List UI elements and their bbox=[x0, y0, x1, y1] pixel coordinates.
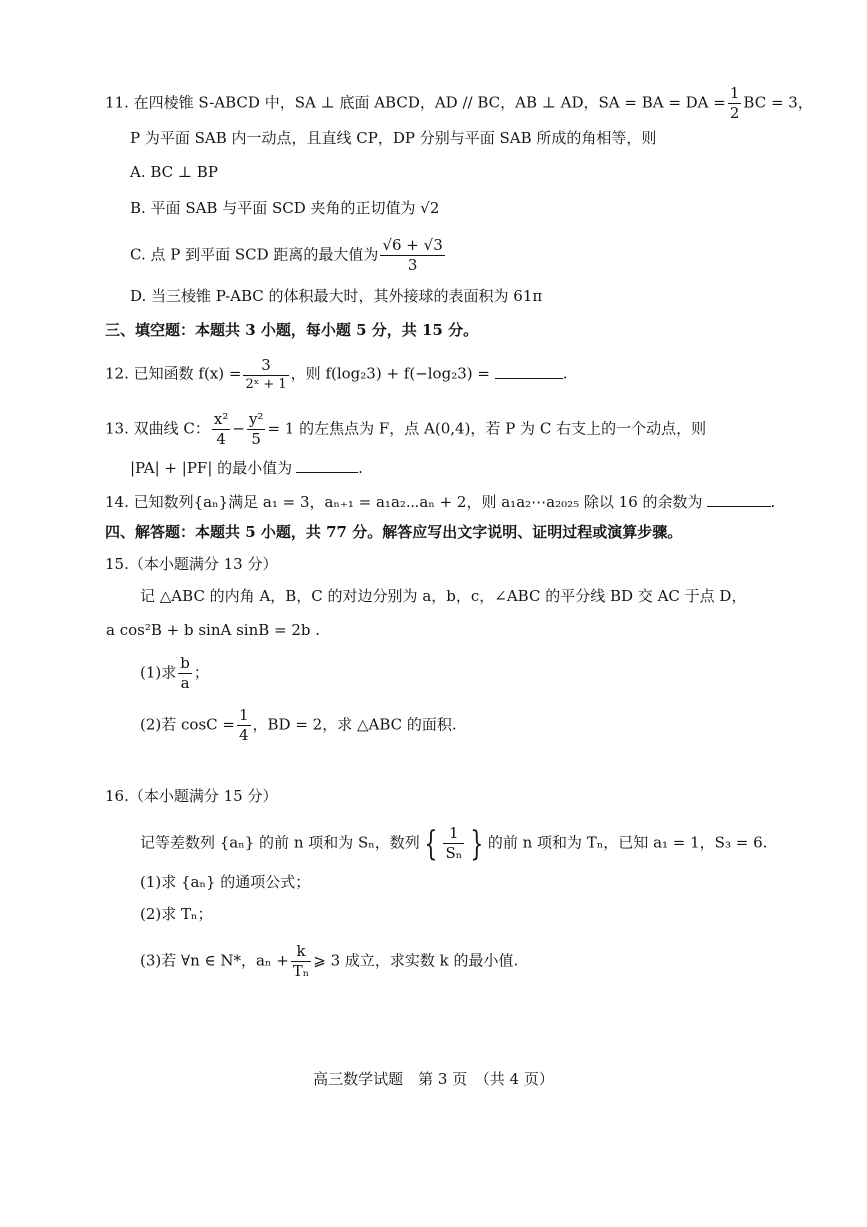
q14-answer-blank[interactable] bbox=[707, 492, 771, 507]
q11-option-c bbox=[130, 238, 447, 273]
q15-part1-text: (1)求 bbox=[140, 663, 177, 682]
q11-stem-tail: BC = 3， bbox=[743, 93, 813, 112]
q11-line2: P 为平面 SAB 内一动点，且直线 CP，DP 分别与平面 SAB 所成的角相等，则 bbox=[130, 129, 657, 147]
q15-part2-fraction bbox=[237, 708, 251, 743]
q13-tail: = 1 的左焦点为 F，点 A(0,4)，若 P 为 C 右支上的一个动点，则 bbox=[267, 419, 707, 438]
q15-part1 bbox=[140, 656, 209, 691]
q15-part2-num: 1 bbox=[238, 706, 249, 724]
q15-part1-fraction bbox=[178, 656, 192, 691]
q12-den: 2ˣ + 1 bbox=[245, 377, 287, 392]
q12-period: . bbox=[562, 364, 568, 383]
q11-option-c-num: √6 + √3 bbox=[382, 236, 443, 254]
q16-right-brace: } bbox=[470, 823, 484, 864]
q11-half-fraction bbox=[728, 86, 742, 121]
q11-stem bbox=[105, 86, 813, 121]
q13 bbox=[105, 412, 706, 447]
q16-left-brace: { bbox=[424, 823, 438, 864]
section-4-heading: 四、解答题：本题共 5 小题，共 77 分。解答应写出文字说明、证明过程或演算步骤。 bbox=[105, 523, 683, 541]
q16-s-fraction bbox=[443, 826, 464, 861]
q13-line2-text: |PA| + |PF| 的最小值为 bbox=[130, 459, 293, 477]
q15-heading: 15.（本小题满分 13 分） bbox=[105, 555, 278, 573]
q13-answer-blank[interactable] bbox=[296, 458, 358, 473]
q15-part2-text: (2)若 cosC = bbox=[140, 715, 235, 734]
q11-option-c-den: 3 bbox=[407, 256, 418, 274]
q14-text: 14. 已知数列{aₙ}满足 a₁ = 3，aₙ₊₁ = a₁a₂⋯aₙ + 2，则 a₁a₂⋯a₂₀₂₅ 除以 16 的余数为 bbox=[105, 493, 703, 511]
section-3-heading: 三、填空题：本题共 3 小题，每小题 5 分，共 15 分。 bbox=[105, 321, 479, 339]
q14 bbox=[105, 492, 775, 512]
q15-part1-den: a bbox=[180, 674, 190, 692]
q12-text: 12. 已知函数 f(x) = bbox=[105, 364, 242, 383]
q11-stem-text: 11. 在四棱锥 S-ABCD 中，SA ⊥ 底面 ABCD，AD // BC，AB ⊥ AD，SA = BA = DA = bbox=[105, 93, 726, 112]
q13-minus: − bbox=[232, 419, 245, 438]
q16-part3-tail: ⩾ 3 成立，求实数 k 的最小值. bbox=[313, 951, 519, 970]
q16-line1-tail: 的前 n 项和为 Tₙ，已知 a₁ = 1，S₃ = 6. bbox=[487, 833, 768, 852]
q11-option-b: B. 平面 SAB 与平面 SCD 夹角的正切值为 √2 bbox=[130, 199, 440, 217]
q16-part3-den: Tₙ bbox=[292, 962, 310, 980]
q16-part3-text: (3)若 ∀n ∈ N*，aₙ + bbox=[140, 951, 289, 970]
q15-part2 bbox=[140, 708, 457, 743]
q13-x-fraction bbox=[212, 412, 230, 447]
q13-x-den: 4 bbox=[216, 430, 226, 448]
q16-part3-num: k bbox=[291, 944, 312, 962]
q16-part3-fraction bbox=[291, 944, 312, 979]
q14-period: . bbox=[770, 493, 776, 511]
q13-y-num: y² bbox=[248, 410, 264, 428]
q16-part2: (2)求 Tₙ； bbox=[140, 905, 213, 923]
q13-x-num: x² bbox=[213, 410, 229, 428]
q15-part1-tail: ； bbox=[193, 663, 209, 682]
q15-line1: 记 △ABC 的内角 A，B，C 的对边分别为 a，b，c，∠ABC 的平分线 BD 交 AC 于点 D， bbox=[140, 587, 747, 605]
q13-text: 13. 双曲线 C： bbox=[105, 419, 210, 438]
q12 bbox=[105, 358, 568, 391]
q13-line2 bbox=[130, 458, 363, 478]
q15-part1-num: b bbox=[180, 654, 190, 672]
q11-option-c-text: C. 点 P 到平面 SCD 距离的最大值为 bbox=[130, 245, 379, 264]
q16-s-num: 1 bbox=[443, 826, 464, 844]
q16-line1-text: 记等差数列 {aₙ} 的前 n 项和为 Sₙ，数列 bbox=[140, 833, 420, 852]
q11-half-den: 2 bbox=[729, 104, 740, 122]
q15-line2: a cos²B + b sinA sinB = 2b . bbox=[106, 621, 321, 639]
q11-half-num: 1 bbox=[729, 84, 740, 102]
q13-y-den: 5 bbox=[251, 430, 261, 448]
q13-period: . bbox=[358, 459, 363, 477]
q16-part3 bbox=[140, 944, 518, 979]
q12-fraction bbox=[243, 358, 288, 391]
q16-heading: 16.（本小题满分 15 分） bbox=[105, 787, 278, 805]
q16-part1: (1)求 {aₙ} 的通项公式； bbox=[140, 873, 311, 891]
q13-y-fraction bbox=[247, 412, 266, 447]
page-footer: 高三数学试题 第 3 页 （共 4 页） bbox=[313, 1070, 554, 1088]
q15-part2-tail: ，BD = 2，求 △ABC 的面积. bbox=[252, 715, 457, 734]
q15-part2-den: 4 bbox=[238, 726, 249, 744]
q12-answer-blank[interactable] bbox=[495, 364, 563, 379]
q12-tail: ，则 f(log₂3) + f(−log₂3) = bbox=[290, 364, 490, 383]
q11-option-d: D. 当三棱锥 P-ABC 的体积最大时，其外接球的表面积为 61π bbox=[130, 287, 543, 305]
q12-num: 3 bbox=[243, 358, 288, 376]
q16-line1 bbox=[140, 823, 768, 864]
q11-option-c-fraction bbox=[380, 238, 444, 273]
q16-s-den: Sₙ bbox=[445, 844, 463, 862]
q11-option-a: A. BC ⊥ BP bbox=[130, 163, 218, 181]
